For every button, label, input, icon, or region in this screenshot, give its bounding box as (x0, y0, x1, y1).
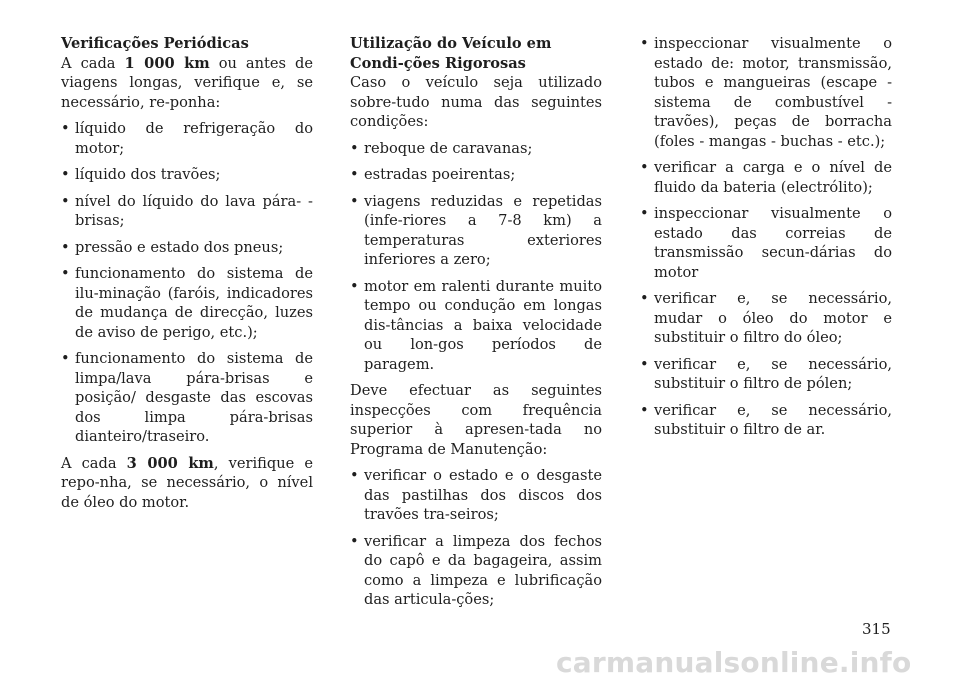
bullet-icon: • (640, 290, 649, 307)
list-item: • inspeccionar visualmente o estado de: motor, transmissão, tubos e mangueiras (escape - sistema de combustível - travões), peças de borracha (foles - mangas - buchas - etc.); (640, 35, 892, 150)
list-item: • verificar e, se necessário, substituir o filtro de pólen; (640, 355, 892, 392)
section-heading-periodic-checks: Verificações Periódicas (61, 35, 249, 52)
bullet-icon: • (61, 166, 70, 183)
bullet-icon: • (61, 120, 70, 137)
bullet-icon: • (350, 277, 359, 295)
list-item: • pressão e estado dos pneus; (61, 238, 284, 256)
outro-suffix: , verifique e repo-nha, se necessário, o nível de óleo do motor. (61, 454, 313, 511)
list-item: • estradas poeirentas; (350, 166, 516, 183)
check-list (61, 119, 313, 447)
list-item: • nível do líquido do lava pára- -brisas; (61, 192, 313, 229)
list-item: • funcionamento do sistema de ilu-minação (faróis, indicadores de mudança de direcção, luzes de aviso de perigo, etc.); (61, 265, 313, 341)
column-middle (350, 34, 602, 617)
list-item: • verificar a carga e o nível de fluido da bateria (electrólito); (640, 159, 892, 196)
list-item: • verificar e, se necessário, substituir o filtro de ar. (640, 401, 892, 438)
bullet-icon: • (61, 238, 70, 256)
list-item: • viagens reduzidas e repetidas (infe-riores a 7-8 km) a temperaturas exteriores inferiores a zero; (350, 192, 602, 268)
inspections-list-continued (640, 34, 892, 440)
inspections-paragraph: Deve efectuar as seguintes inspecções com frequência superior à apresen-tada no Programa de Manutenção: (350, 382, 602, 458)
outro-paragraph (61, 454, 313, 513)
column-left (61, 34, 313, 512)
list-item: • reboque de caravanas; (350, 139, 533, 157)
list-item: • verificar e, se necessário, mudar o óleo do motor e substituir o filtro do óleo; (640, 290, 892, 346)
conditions-intro: Caso o veículo seja utilizado sobre-tudo numa das seguintes condições: (350, 74, 602, 130)
bullet-icon: • (350, 532, 359, 550)
list-item: • inspeccionar visualmente o estado das correias de transmissão secun-dárias do motor (640, 205, 892, 281)
bullet-icon: • (640, 355, 649, 373)
intro-suffix: ou antes de viagens longas, verifique e, se necessário, re-ponha: (61, 54, 314, 111)
column-right (640, 34, 892, 447)
list-item: • funcionamento do sistema de limpa/lava pára-brisas e posição/ desgaste das escovas dos limpa pára-brisas dianteiro/traseiro. (61, 350, 313, 445)
bullet-icon: • (61, 265, 70, 282)
list-item: • líquido de refrigeração do motor; (61, 120, 313, 157)
outro-distance: 3 000 km (126, 454, 214, 472)
watermark: carmanualsonline.info (556, 646, 912, 679)
bullet-icon: • (350, 467, 359, 484)
bullet-icon: • (640, 401, 649, 419)
bullet-icon: • (640, 205, 649, 222)
bullet-icon: • (61, 192, 70, 210)
bullet-icon: • (350, 192, 359, 210)
page-number: 315 (862, 620, 891, 638)
intro-paragraph (61, 54, 313, 113)
list-item: • verificar o estado e o desgaste das pastilhas dos discos dos travões tra-seiros; (350, 467, 602, 523)
list-item: • verificar a limpeza dos fechos do capô e da bagageira, assim como a limpeza e lubrificação das articula-ções; (350, 532, 602, 608)
list-item: • líquido dos travões; (61, 166, 221, 183)
intro-prefix: A cada (61, 54, 125, 72)
bullet-icon: • (61, 350, 70, 367)
bullet-icon: • (350, 139, 359, 157)
intro-distance: 1 000 km (124, 54, 210, 72)
bullet-icon: • (350, 166, 359, 183)
inspections-list (350, 466, 602, 610)
list-item: • motor em ralenti durante muito tempo ou condução em longas dis-tâncias a baixa velocidade ou lon-gos períodos de paragem. (350, 277, 602, 373)
bullet-icon: • (640, 159, 649, 176)
section-heading-severe-conditions: Utilização do Veículo em Condi-ções Rigorosas (350, 35, 552, 72)
outro-prefix: A cada (61, 454, 127, 472)
conditions-list (350, 139, 602, 375)
bullet-icon: • (640, 35, 649, 52)
